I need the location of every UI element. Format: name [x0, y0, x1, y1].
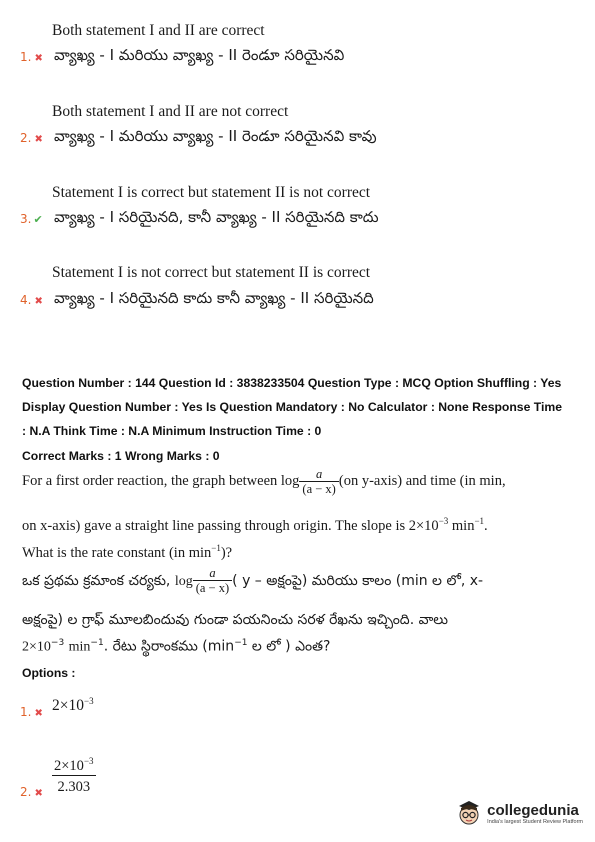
option-number: 2. [20, 785, 32, 799]
prev-option-2-number [20, 131, 43, 145]
slope-exponent: −3 [50, 638, 65, 648]
question-marks: Correct Marks : 1 Wrong Marks : 0 [22, 449, 220, 463]
logo-tagline: India's largest Student Review Platform [487, 818, 583, 825]
fraction [299, 467, 338, 497]
option-1-number [20, 705, 43, 719]
prev-option-4-number [20, 293, 43, 307]
value-base: 2×10 [52, 697, 84, 715]
fraction-numerator [52, 756, 96, 776]
option-number: 1. [20, 50, 32, 64]
correct-check-icon: ✔ [33, 213, 43, 226]
prev-option-3-english: Statement I is correct but statement II is not correct [52, 184, 371, 201]
log-symbol: log [280, 473, 300, 490]
log-symbol: log [174, 573, 193, 589]
unit-exponent: −1 [234, 638, 248, 648]
prev-option-4-english: Statement I is not correct but statement II is correct [52, 264, 371, 281]
value-exponent: −3 [83, 756, 94, 766]
text: (on y-axis) and time (in min, [338, 473, 506, 490]
slope-unit-exponent: −1 [474, 516, 485, 526]
question-telugu-line-1 [22, 566, 483, 596]
prev-option-3-number [20, 212, 43, 226]
question-english-line-2: on x-axis) gave a straight line passing through origin. The slope is $2\times 10^{-3}$ $\min^{-1}$. [22, 516, 488, 534]
question-english-line-3 [22, 543, 232, 562]
text: . రేటు స్థిరాంకము (min [103, 638, 235, 655]
slope-value: 2×10 [408, 517, 439, 534]
question-meta-line-2: Display Question Number : Yes Is Question Mandatory : No Calculator : None Response Time [22, 400, 562, 414]
text: ( y – అక్షంపై) మరియు కాలం (min ల లో, x- [232, 572, 484, 589]
mascot-icon [454, 798, 484, 828]
text: ల లో ) ఎంత? [251, 638, 331, 655]
value-base: 2×10 [54, 757, 84, 774]
option-1-value [52, 696, 94, 715]
slope-exponent: −3 [438, 516, 449, 526]
unit-exponent: −1 [211, 543, 221, 553]
slope-unit: min [451, 517, 475, 534]
wrong-mark-icon: ✖ [34, 134, 43, 145]
text: What is the rate constant (in min [22, 544, 212, 561]
slope-unit: min [68, 639, 91, 655]
text: )? [220, 544, 233, 561]
collegedunia-logo [454, 798, 583, 828]
question-meta-line-1: Question Number : 144 Question Id : 3838233504 Question Type : MCQ Option Shuffling : Yes [22, 376, 562, 390]
option-number: 1. [20, 705, 32, 719]
question-english-line-1 [22, 467, 506, 497]
question-telugu-line-3 [22, 638, 330, 658]
prev-option-3-telugu: వ్యాఖ్య - I సరియైనది, కానీ వ్యాఖ్య - II సరియైనది కాదు [54, 208, 379, 226]
wrong-mark-icon: ✖ [34, 788, 43, 799]
prev-option-1-number [20, 50, 43, 64]
text: ఒక ప్రథమ క్రమాంక చర్యకు, [22, 572, 171, 589]
prev-option-2-english: Both statement I and II are not correct [52, 103, 289, 120]
option-number: 4. [20, 293, 32, 307]
wrong-mark-icon: ✖ [34, 53, 43, 64]
text: For a first order reaction, the graph between [22, 473, 278, 490]
option-2-fraction [52, 756, 96, 797]
prev-option-1-telugu: వ్యాఖ్య - I మరియు వ్యాఖ్య - II రెండూ సరియైనవి [54, 46, 345, 64]
fraction-numerator: a [299, 467, 338, 482]
option-number: 2. [20, 131, 32, 145]
prev-option-2-telugu: వ్యాఖ్య - I మరియు వ్యాఖ్య - II రెండూ సరియైనవి కావు [54, 127, 377, 145]
text: on x-axis) gave a straight line passing through origin. The slope is [22, 517, 406, 534]
logo-text [487, 802, 583, 825]
options-label: Options : [22, 666, 76, 680]
fraction-denominator: (a − x) [302, 482, 336, 497]
prev-option-1-english: Both statement I and II are correct [52, 22, 265, 39]
question-telugu-line-2: అక్షంపై) ల గ్రాఫ్ మూలబిందువు గుండా పయనించు సరళ రేఖను ఇచ్చింది. వాలు [22, 612, 449, 628]
prev-option-4-telugu: వ్యాఖ్య - I సరియైనది కాదు కానీ వ్యాఖ్య - II సరియైనది [54, 289, 374, 307]
fraction-denominator: (a − x) [195, 581, 230, 596]
slope-value: 2×10 [22, 639, 51, 655]
logo-name: collegedunia [487, 801, 579, 819]
wrong-mark-icon: ✖ [34, 708, 43, 719]
slope-unit-exponent: −1 [90, 638, 104, 648]
question-meta-line-3: : N.A Think Time : N.A Minimum Instruction Time : 0 [22, 424, 322, 438]
value-exponent: −3 [84, 696, 94, 706]
fraction-denominator: 2.303 [57, 779, 91, 796]
fraction [193, 566, 232, 596]
fraction-numerator: a [193, 566, 232, 581]
option-number: 3. [20, 212, 32, 226]
option-2-number [20, 785, 43, 799]
wrong-mark-icon: ✖ [34, 296, 43, 307]
